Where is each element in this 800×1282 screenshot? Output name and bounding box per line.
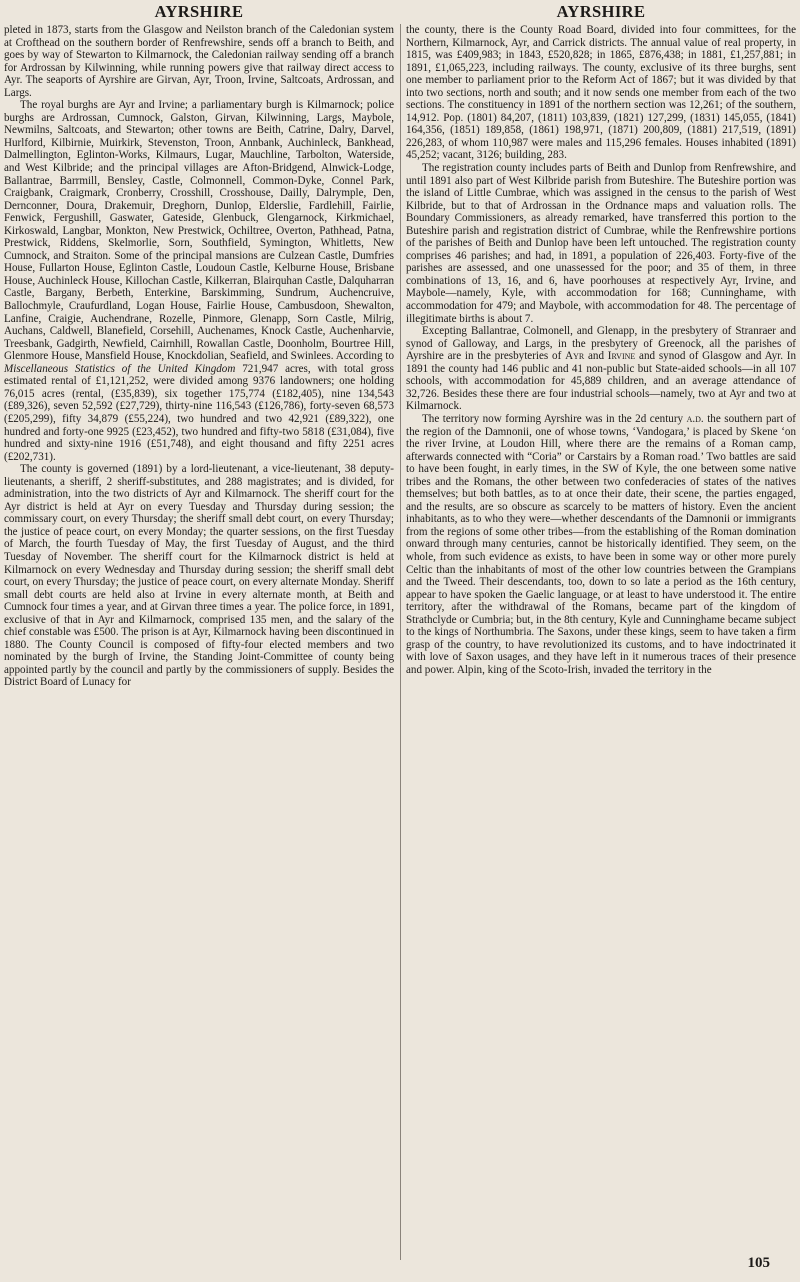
page-number: 105 [747, 1255, 770, 1271]
column-divider [400, 24, 401, 1260]
paragraph-government: The county is governed (1891) by a lord-lieutenant, a vice-lieutenant, 38 deputy-lieutenants, a sheriff, 2 sheriff-substitutes, and 288 magistrates; and is divided, for administration, into the two districts of Ayr and Kilmarnock. The sheriff court for the Ayr district is held at Ayr on every Tuesday and Thursday during session; the commissary court, on every Thursday; the sheriff small debt court, on every Thursday; the justice of peace court, on every Monday; the quarter sessions, on the first Tuesday of March, the fourth Tuesday of May, the first Tuesday of August, and the third Tuesday of November. The sheriff court for the Kilmarnock district is held at Kilmarnock on every Wednesday and Thursday during session; the sheriff small debt court, on every Thursday; the justice of peace court, on every alternate Monday. Sheriff small debt courts are held also at Irvine in every alternate month, at Beith and Cumnock four times a year, and at Girvan three times a year. The police force, in 1891, exclusive of that in Ayr and Kilmarnock, comprised 135 men, and the salary of the chief constable was £500. The prison is at Ayr, Kilmarnock having been discontinued in 1880. The County Council is composed of fifty-four elected members and two nominated by the burgh of Irvine, the Standing Joint-Committee of county being appointed partly by the council and partly by the commissioners of supply. Besides the District Board of Lunacy for [4, 463, 394, 689]
running-head-left: AYRSHIRE [154, 2, 244, 21]
presbytery-irvine: Irvine [607, 350, 636, 363]
anno-domini: a.d. [686, 412, 704, 425]
paragraph-presbyteries: Excepting Ballantrae, Colmonell, and Glenapp, in the presbytery of Stranraer and synod of Galloway, and Largs, in the presbytery of Greenock, all the parishes of Ayrshire are in the presbyteries of Ayr and Irvine and synod of Glasgow and Ayr. In 1891 the county had 146 public and 41 non-public but State-aided schools—in all 107 schools, with accommodation for 45,889 children, and an average attendance of 32,726. Besides these there are four industrial schools—namely, two at Ayr and two at Kilmarnock. [406, 325, 796, 413]
left-column-text [4, 24, 394, 689]
paragraph-registration: The registration county includes parts of Beith and Dunlop from Renfrewshire, and until 1891 also part of West Kilbride parish from Buteshire. The Buteshire portion was the island of Little Cumbrae, which was assigned in the census to the parish of West Kilbride, but to that of Ardrossan in the Ordnance maps and valuation rolls. The Boundary Commissioners, as already remarked, have transferred this portion to the Buteshire parish and registration district of Cumbrae, while the Renfrewshire portions of the parishes of Beith and Dunlop have been left untouched. The registration county comprises 46 parishes; and had, in 1891, a population of 226,403. Forty-five of the parishes are assessed, and one unassessed for the poor; and 35 of them, in three combinations of 13, 16, and 6, have poorhouses at respectively Ayr, Irvine, and Maybole—namely, Kyle, with accommodation for 168; Cunninghame, with accommodation for 479; and Maybole, with accommodation for 48. The percentage of illegitimate births is about 7. [406, 162, 796, 325]
left-column [4, 0, 394, 1282]
running-head-right: AYRSHIRE [556, 2, 646, 21]
right-column [406, 0, 796, 1282]
paragraph-railways: pleted in 1873, starts from the Glasgow and Neilston branch of the Caledonian system at Crofthead on the southern border of Renfrewshire, sends off a branch to Beith, and goes by way of Stewarton to Kilmarnock, the Caledonian railway sending off a branch for Ardrossan by Kilwinning, while running powers give that railway direct access to Ayr. The seaports of Ayrshire are Girvan, Ayr, Troon, Irvine, Saltcoats, Ardrossan, and Largs. [4, 24, 394, 99]
paragraph-valuation: the county, there is the County Road Board, divided into four committees, for the Northern, Kilmarnock, Ayr, and Carrick districts. The annual value of real property, in 1815, was £409,983; in 1843, £520,828; in 1865, £876,438; in 1881, £1,257,881; in 1891, £1,065,223, including railways. The county, exclusive of its three burghs, sent one member to parliament prior to the Reform Act of 1867; but it was divided by that into two sections, north and south; and it now sends one member from each of the two sections. The constituency in 1891 of the northern section was 12,261; of the southern, 14,912. Pop. (1801) 84,207, (1811) 103,839, (1821) 127,299, (1831) 145,055, (1841) 164,356, (1851) 189,858, (1861) 198,971, (1871) 200,809, (1881) 217,519, (1891) 226,283, of whom 110,987 were males and 115,296 females. Houses inhabited (1891) 45,252; vacant, 3126; building, 283. [406, 24, 796, 162]
presbytery-ayr: Ayr [565, 350, 585, 363]
book-title-italic: Miscellaneous Statistics of the United Kingdom [4, 362, 236, 375]
right-column-text [406, 24, 796, 676]
paragraph-history: The territory now forming Ayrshire was in the 2d century a.d. the southern part of the region of the Damnonii, one of whose towns, ‘Vandogara,’ is placed by Skene ‘on the river Irvine, at Loudon Hill, where there are the remains of a Roman camp, afterwards connected with “Coria” or Carstairs by a Roman road.’ Two battles are said to have been fought, in early times, in the SW of Kyle, the one between some native tribes and the Romans, the other between two confederacies of states of the natives themselves; but both battles, as to at once their date, their scene, the parties engaged, and the results, are so obscure as scarcely to be matters of history. Even the ancient inhabitants, as to who they were—whether descendants of the Damnonii or immigrants from the regions of some other tribes—from the establishing of the Roman domination onward through many centuries, cannot be historically identified. They seem, on the whole, from such evidence as exists, to have been in some way or other more purely Celtic than the inhabitants of most of the other low countries between the Grampians and the Tweed. Their descendants, too, down to so late a period as the 16th century, appear to have spoken the Gaelic language, or at least to have understood it. The entire territory, after the withdrawal of the Romans, became part of the kingdom of Strathclyde or Cumbria; but, in the 8th century, Kyle and Cunninghame became subject to the kings of Northumbria. The Saxons, under these kings, seem to have taken a firm grasp of the country, to have revolutionized its customs, and to have indoctrinated it with love of Saxon usages, and they have left in it numerous traces of their presence and power. Alpin, king of the Scoto-Irish, invaded the territory in the [406, 412, 796, 676]
paragraph-burghs: The royal burghs are Ayr and Irvine; a parliamentary burgh is Kilmarnock; police burghs are Ardrossan, Cumnock, Galston, Girvan, Kilwinning, Largs, Maybole, Newmilns, Saltcoats, and Stewarton; other towns are Beith, Catrine, Dalry, Darvel, Hurlford, Kilbirnie, Muirkirk, Stevenston, Troon, Annbank, Auchinleck, Bankhead, Dalmellington, Eglinton-Works, Kilmaurs, Lugar, Mauchline, Tarbolton, Waterside, and West Kilbride; and the principal villages are Afton-Bridgend, Alnwick-Lodge, Ballantrae, Barrmill, Bensley, Castle, Colmonnell, Common-Dyke, Connel Park, Craigbank, Craigmark, Cronberry, Crosshill, Crosshouse, Dailly, Dalrymple, Den, Dernconner, Doura, Drakemuir, Dreghorn, Dunlop, Elderslie, Fardlehill, Fairlie, Fenwick, Fergushill, Gaswater, Gateside, Glenbuck, Glengarnock, Kirkmichael, Kirkoswald, Langbar, Monkton, New Prestwick, Ochiltree, Overton, Pathhead, Patna, Prestwick, Riddens, Skelmorlie, Sorn, Southfield, Symington, Whitletts, New Cumnock, and Straiton. Some of the principal mansions are Culzean Castle, Dumfries House, Fullarton House, Eglinton Castle, Loudoun Castle, Kelburne House, Brisbane House, Auchinleck House, Killochan Castle, Kilkerran, Blairquhan Castle, Dalquharran Castle, Bargany, Berbeth, Enterkine, Barskimming, Sundrum, Auchencruive, Ballochmyle, Craufurdland, Logan House, Fairlie House, Cambusdoon, Shewalton, Lanfine, Craigie, Auchendrane, Rozelle, Pinmore, Glenapp, Sorn Castle, Milrig, Auchans, Caldwell, Blanefield, Corsehill, Auchenames, Knock Castle, Auchenharvie, Treesbank, Gadgirth, Newfield, Cairnhill, Rowallan Castle, Doonholm, Bourtree Hill, Glenmore House, Mansfield House, Knockdolian, Seafield, and Swinlees. According to Miscellaneous Statistics of the United Kingdom 721,947 acres, with total gross estimated rental of £1,121,252, were divided among 9376 landowners; one holding 76,015 acres (rental, (£35,839), six together 175,774 (£182,405), nine 134,543 (£89,326), seven 52,592 (£27,729), thirty-nine 116,543 (£126,786), forty-seven 68,573 (£205,299), fifty 34,879 (£55,224), two hundred and two 42,921 (£89,322), one hundred and forty-one 9925 (£23,452), two hundred and fifty-two 5818 (£31,084), five hundred and sixty-nine 1916 (£51,748), and eight thousand and fifty 2251 acres (£202,731). [4, 99, 394, 463]
